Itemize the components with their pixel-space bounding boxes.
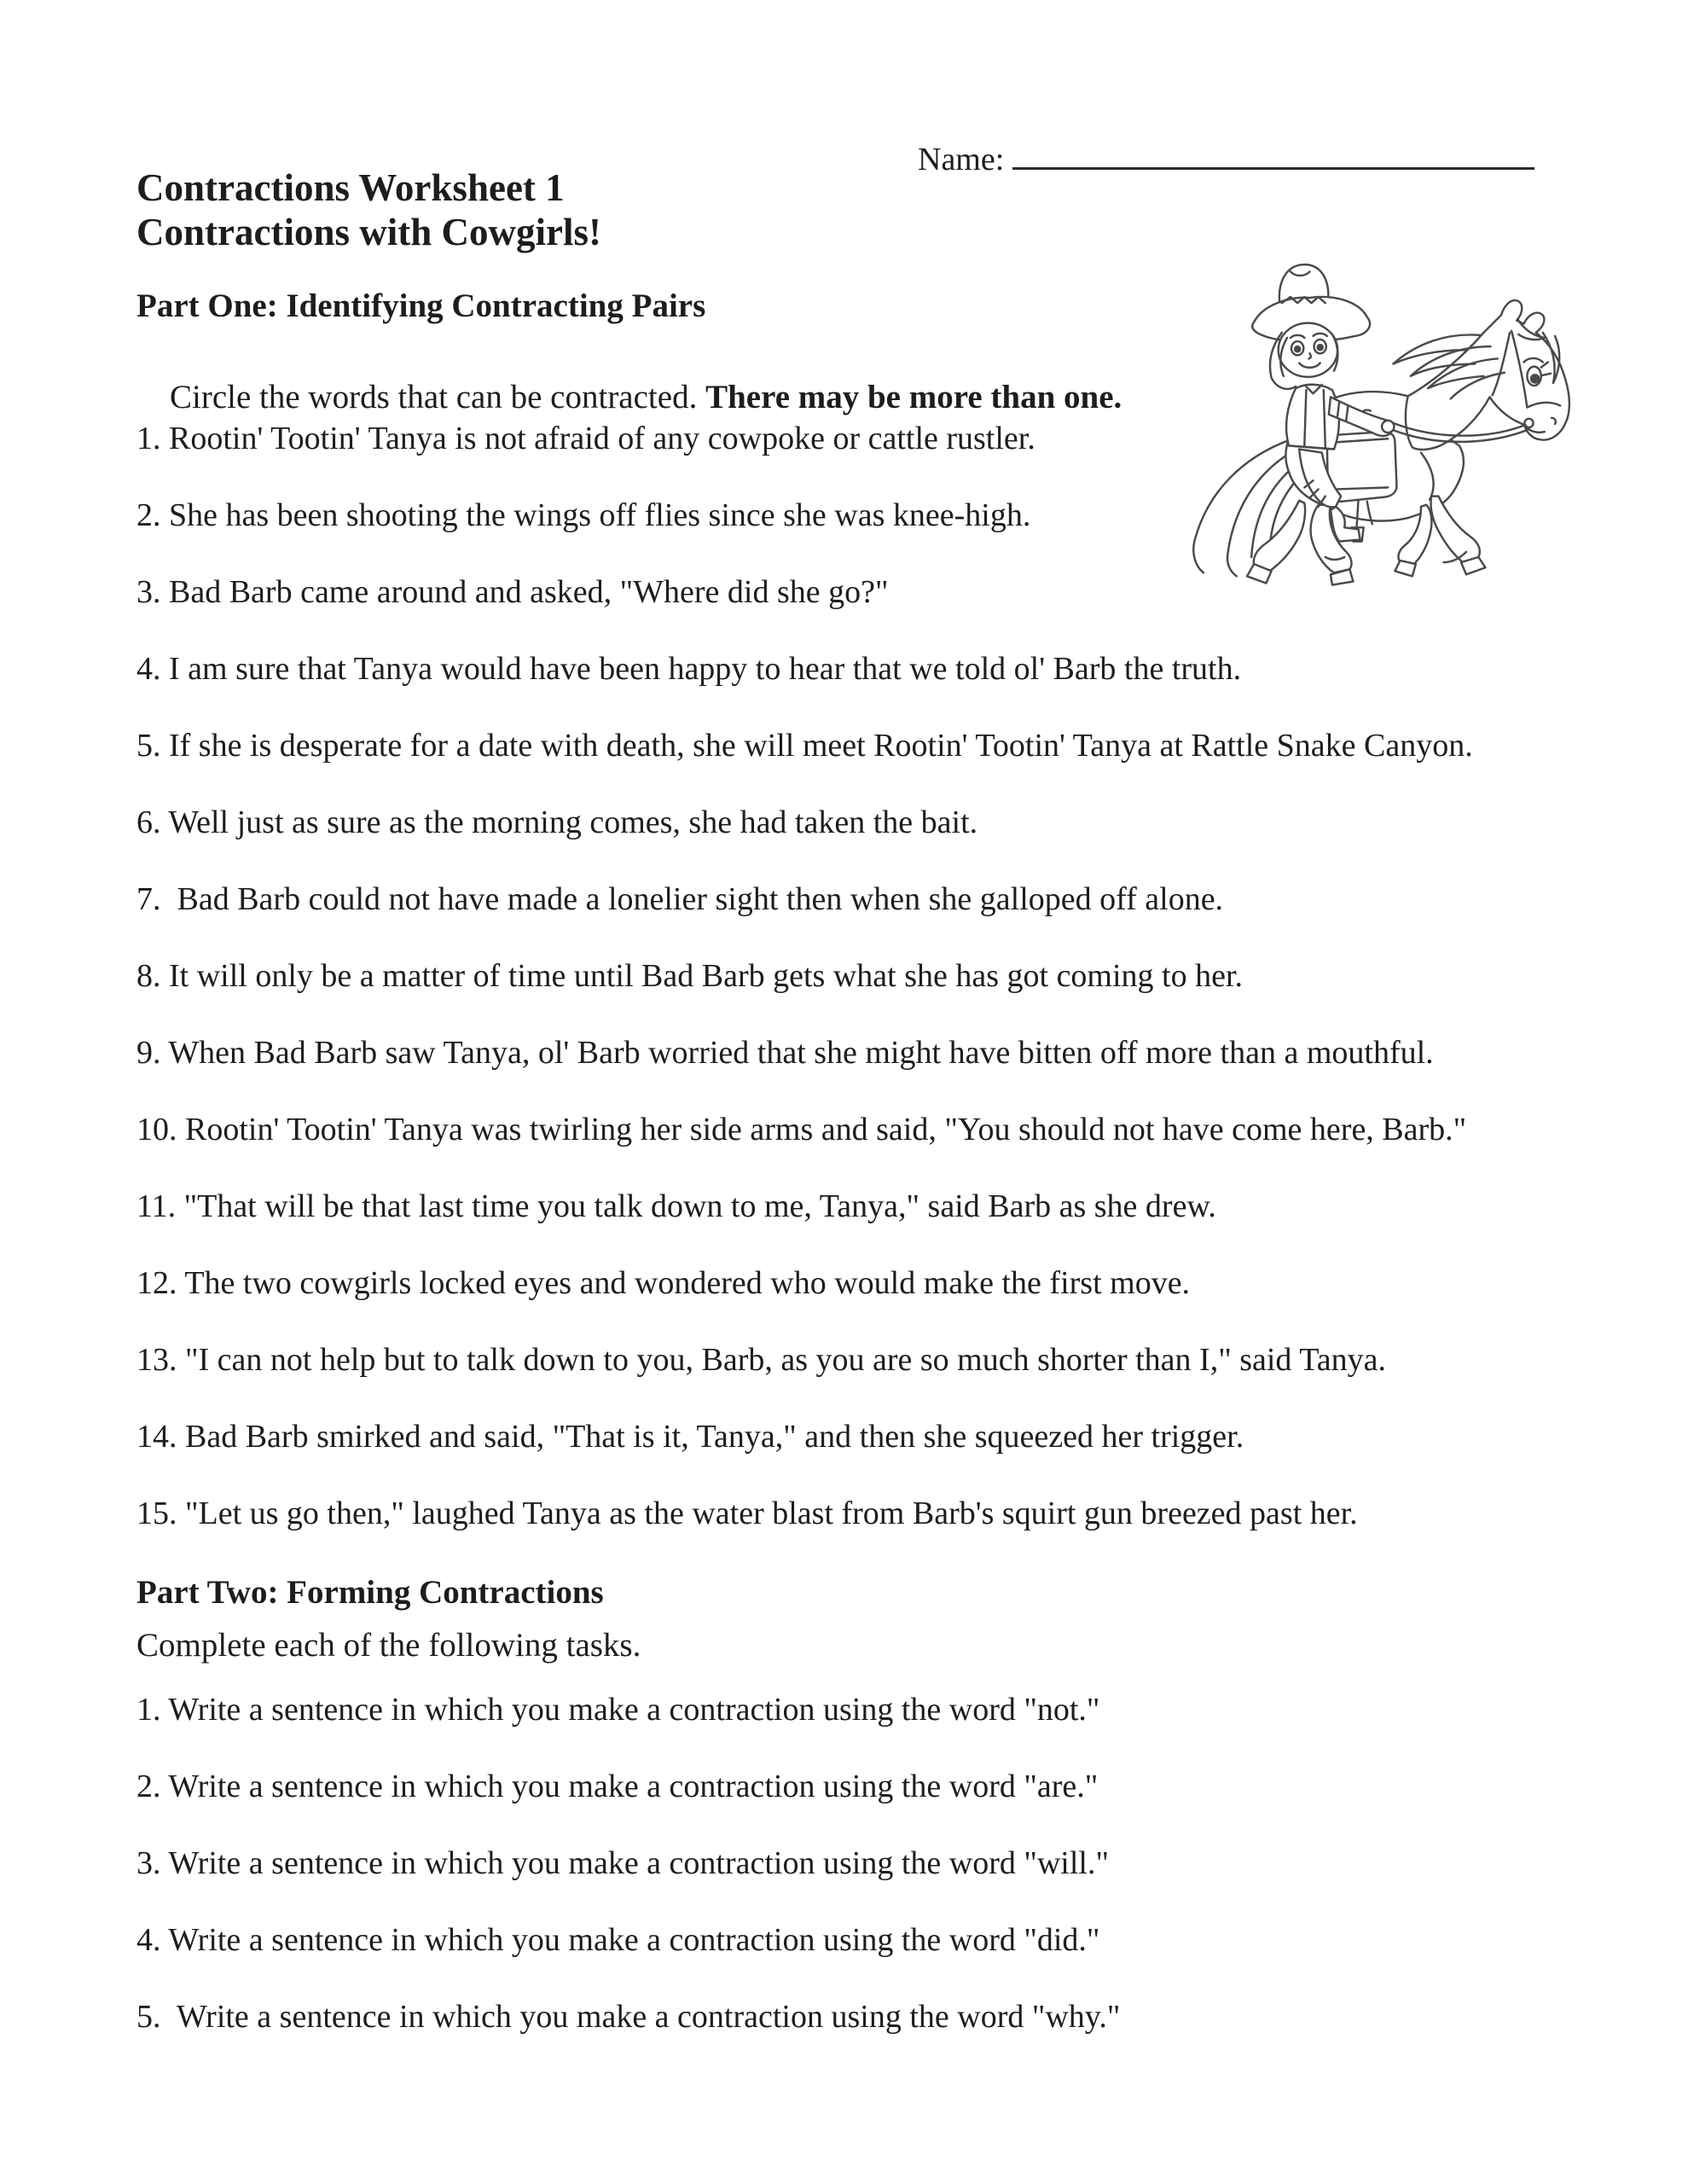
sentence-item: 7. Bad Barb could not have made a lonelier sight then when she galloped off alone. [136,881,1224,917]
sentence-item: 14. Bad Barb smirked and said, "That is it, Tanya," and then she squeezed her trigger. [136,1419,1244,1455]
part-two-instructions: Complete each of the following tasks. [136,1627,641,1664]
task-item: 5. Write a sentence in which you make a contraction using the word "why." [136,1999,1121,2035]
task-item: 4. Write a sentence in which you make a contraction using the word "did." [136,1922,1100,1958]
sentence-item: 15. "Let us go then," laughed Tanya as the water blast from Barb's squirt gun breezed past her. [136,1496,1358,1531]
sentence-item: 9. When Bad Barb saw Tanya, ol' Barb worried that she might have bitten off more than a mouthful. [136,1035,1434,1071]
sentence-item: 4. I am sure that Tanya would have been happy to hear that we told ol' Barb the truth. [136,651,1242,687]
name-blank-line [1012,135,1534,170]
sentence-item: 8. It will only be a matter of time until Bad Barb gets what she has got coming to her. [136,958,1244,994]
name-row [918,135,1534,178]
part-one-instructions-bold: There may be more than one. [705,379,1122,415]
sentence-item: 2. She has been shooting the wings off flies since she was knee-high. [136,497,1031,533]
sentence-item: 1. Rootin' Tootin' Tanya is not afraid of any cowpoke or cattle rustler. [136,421,1035,456]
sentence-item: 12. The two cowgirls locked eyes and wondered who would make the first move. [136,1265,1191,1301]
sentence-item: 6. Well just as sure as the morning comes, she had taken the bait. [136,804,978,840]
task-item: 1. Write a sentence in which you make a contraction using the word "not." [136,1692,1100,1728]
sentence-item: 13. "I can not help but to talk down to you, Barb, as you are so much shorter than I," said Tanya. [136,1342,1387,1378]
name-label: Name: [918,142,1005,177]
part-one-heading: Part One: Identifying Contracting Pairs [136,288,706,324]
worksheet-title-line2: Contractions with Cowgirls! [136,211,601,253]
part-two-heading: Part Two: Forming Contractions [136,1574,604,1611]
worksheet-title-line1: Contractions Worksheet 1 [136,166,565,209]
task-item: 3. Write a sentence in which you make a contraction using the word "will." [136,1845,1109,1881]
part-one-instructions-text: Circle the words that can be contracted. [170,379,706,415]
sentence-item: 3. Bad Barb came around and asked, "Where did she go?" [136,574,889,610]
sentence-item: 10. Rootin' Tootin' Tanya was twirling her side arms and said, "You should not have come here, Barb." [136,1112,1467,1147]
cowgirl-horse-illustration [1156,253,1599,601]
part-two-task-list [136,1691,1637,2075]
worksheet-title [136,166,601,254]
sentence-item: 5. If she is desperate for a date with death, she will meet Rootin' Tootin' Tanya at Rattle Snake Canyon. [136,728,1473,764]
task-item: 2. Write a sentence in which you make a contraction using the word "are." [136,1769,1099,1804]
sentence-item: 11. "That will be that last time you talk down to me, Tanya," said Barb as she drew. [136,1188,1216,1224]
